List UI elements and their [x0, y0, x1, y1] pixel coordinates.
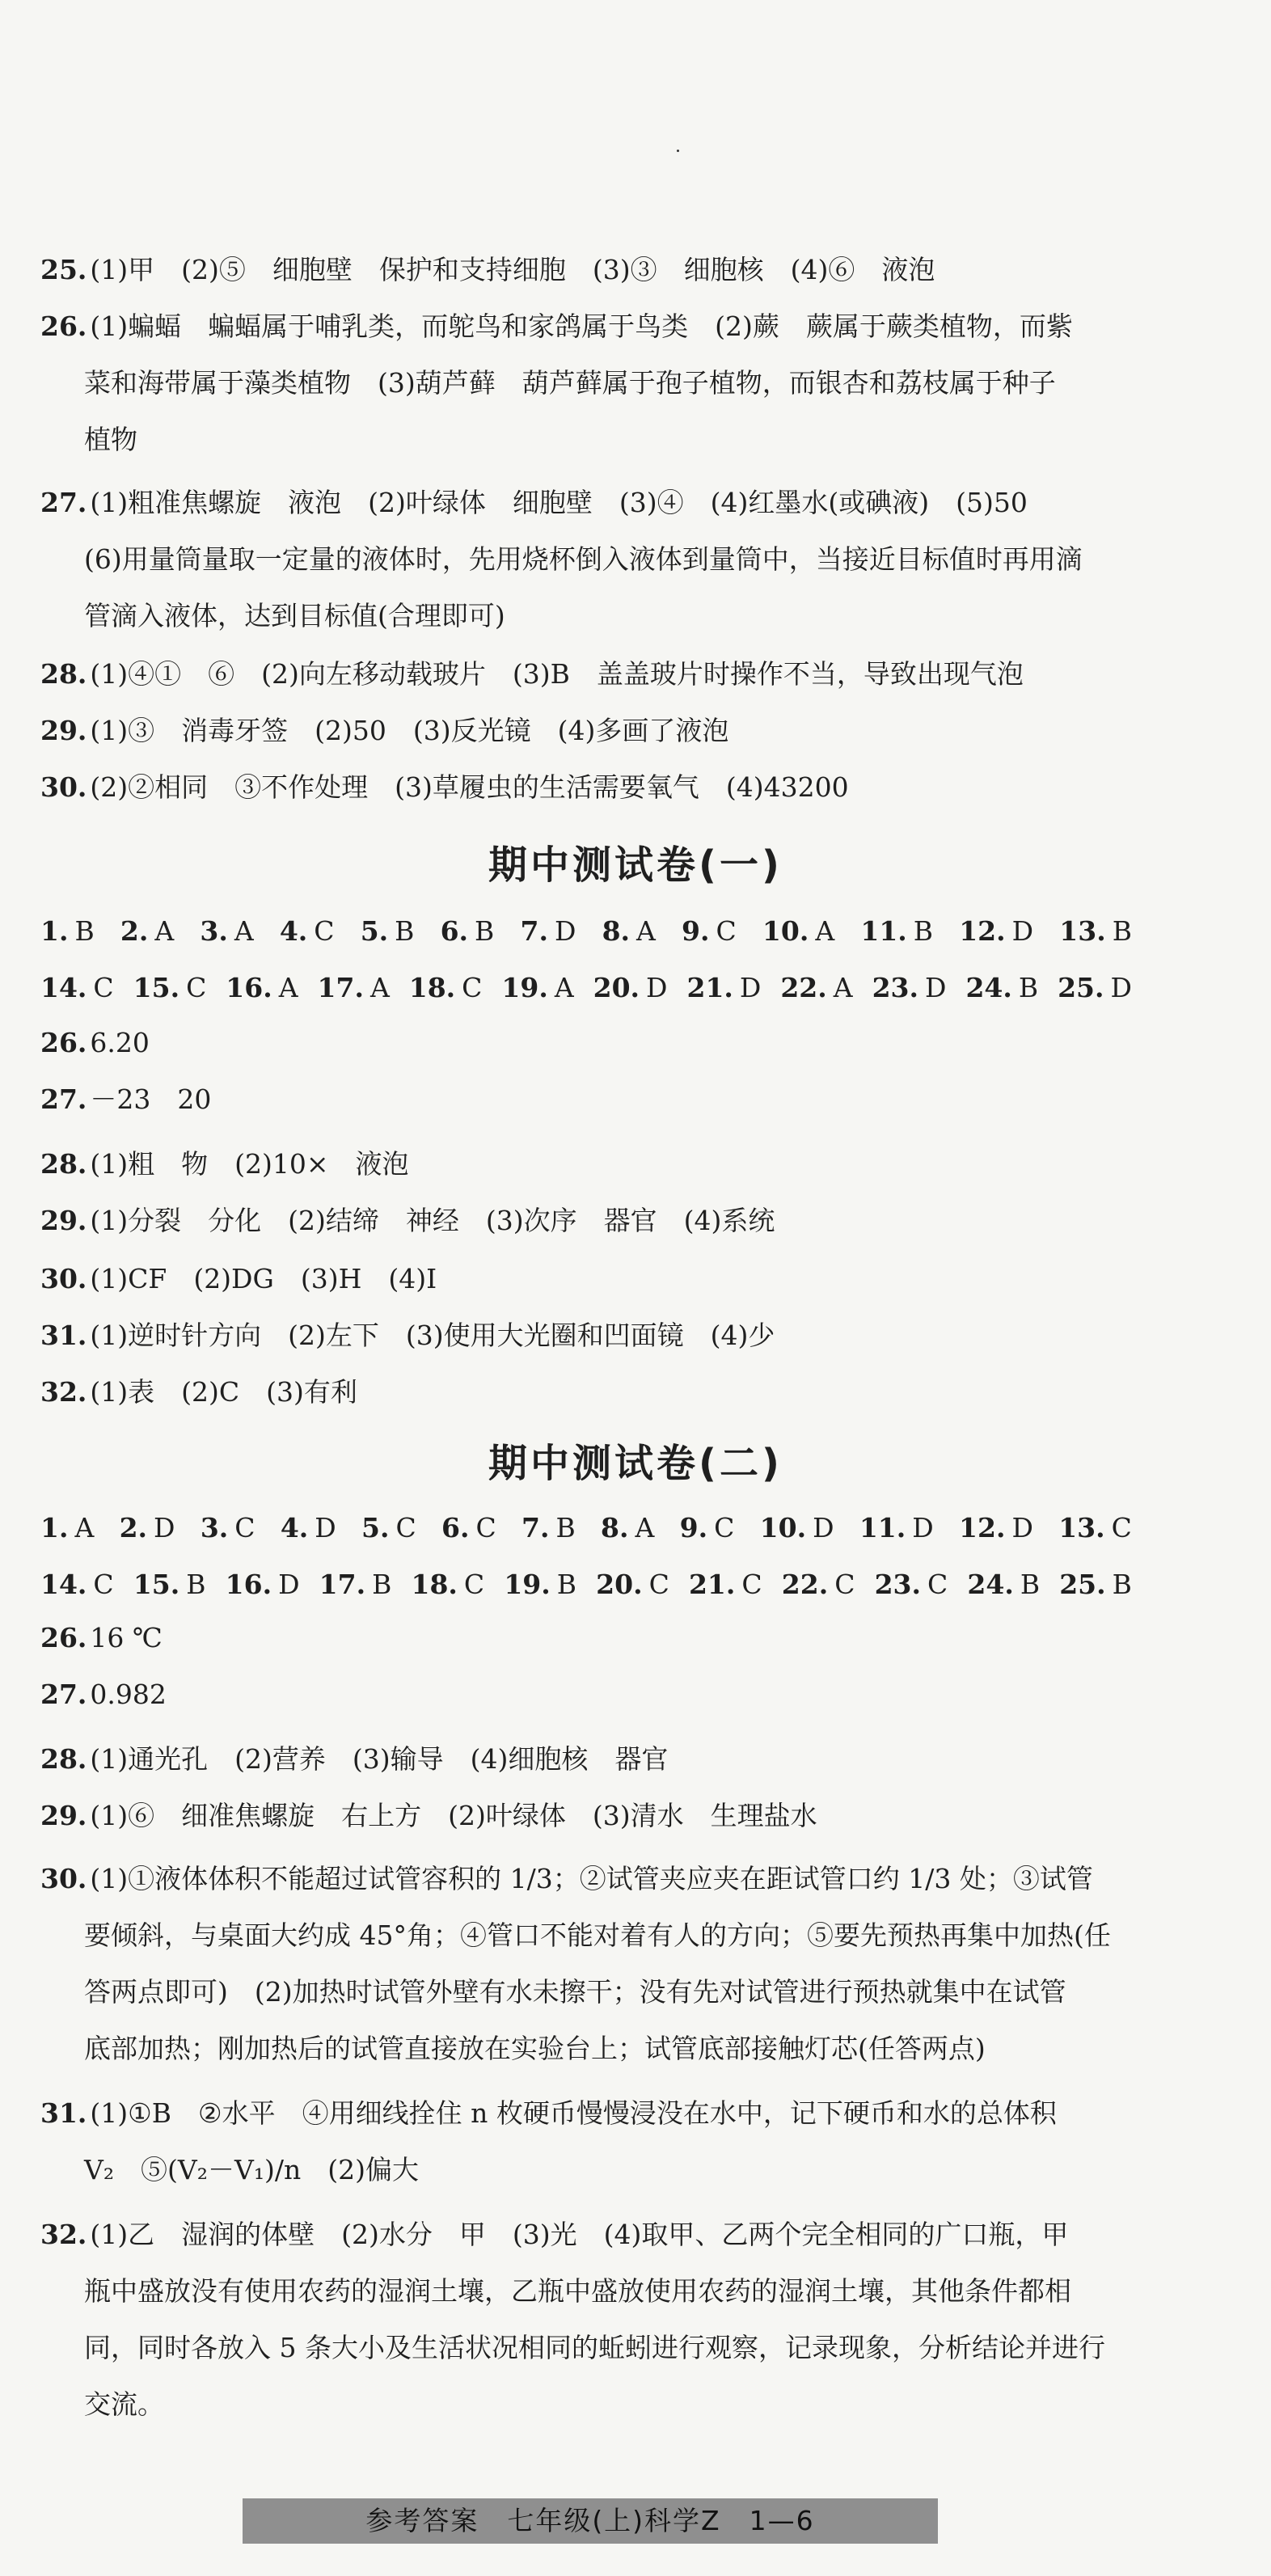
question-number: 27.	[40, 487, 87, 518]
mc-answer	[280, 914, 335, 949]
answer-text: (1)⑥ 细准焦螺旋 右上方 (2)叶绿体 (3)清水 生理盐水	[90, 1800, 817, 1831]
mc-answer	[281, 1510, 336, 1546]
question-number: 32.	[40, 1376, 87, 1408]
answer-letter: A	[833, 972, 853, 1003]
question-number: 30.	[40, 771, 87, 803]
answer-letter: C	[927, 1569, 948, 1600]
answer-letter: C	[234, 1512, 255, 1543]
answer-line-continuation	[84, 1974, 1066, 2010]
answer-letter: C	[1111, 1512, 1132, 1543]
mc-answer	[680, 1510, 735, 1546]
mc-answer	[875, 1567, 948, 1603]
question-number: 11.	[860, 915, 907, 947]
answer-letter: C	[93, 1569, 114, 1600]
answer-line-continuation	[84, 365, 1056, 401]
mc-answer	[601, 1510, 654, 1546]
answer-line-continuation	[84, 2274, 1071, 2309]
question-number: 2.	[119, 1512, 148, 1543]
answer-text: 要倾斜，与桌面大约成 45°角；④管口不能对着有人的方向；⑤要先预热再集中加热(任	[84, 1919, 1111, 1951]
answer-letter: A	[278, 972, 298, 1003]
mc-answer	[1059, 914, 1132, 949]
answer-text: (6)用量筒量取一定量的液体时，先用烧杯倒入液体到量筒中，当接近目标值时再用滴	[84, 543, 1083, 575]
question-number: 26.	[40, 1027, 87, 1058]
mc-answer	[120, 1510, 175, 1546]
mc-answer	[682, 914, 737, 949]
question-number: 17.	[317, 972, 364, 1003]
question-number: 18.	[411, 1569, 458, 1600]
answer-letter: B	[74, 915, 95, 947]
answer-letter: D	[278, 1569, 300, 1600]
answer-letter: A	[369, 972, 390, 1003]
mc-answer	[872, 970, 947, 1006]
question-number: 26.	[40, 1622, 87, 1653]
question-number: 8.	[602, 915, 631, 947]
exam-title-2: 期中测试卷(二)	[488, 1441, 783, 1486]
question-number: 26.	[40, 310, 87, 342]
question-number: 9.	[679, 1512, 708, 1543]
answer-letter: D	[813, 1512, 834, 1543]
mc-row	[40, 1567, 1132, 1603]
answer-letter: D	[925, 972, 947, 1003]
question-number: 25.	[40, 254, 87, 285]
question-number: 28.	[40, 658, 87, 690]
answer-text: (1)①液体体积不能超过试管容积的 1/3；②试管夹应夹在距试管口约 1/3 处；③试管	[90, 1863, 1093, 1894]
mc-answer	[762, 914, 834, 949]
answer-text: (1)通光孔 (2)营养 (3)输导 (4)细胞核 器官	[90, 1743, 669, 1775]
answer-line	[40, 1620, 163, 1656]
answer-letter: C	[716, 915, 737, 947]
answer-line	[40, 1261, 437, 1297]
answer-text: (1)①B ②水平 ④用细线拴住 n 枚硬币慢慢浸没在水中，记下硬币和水的总体积	[90, 2097, 1057, 2129]
answer-line	[40, 1203, 775, 1239]
mc-answer	[1059, 1567, 1132, 1603]
question-number: 28.	[40, 1148, 87, 1180]
answer-line	[40, 1375, 357, 1410]
answer-line-continuation	[84, 2387, 164, 2422]
question-number: 21.	[686, 972, 733, 1003]
answer-text: 瓶中盛放没有使用农药的湿润土壤，乙瓶中盛放使用农药的湿润土壤，其他条件都相	[84, 2275, 1071, 2307]
answer-letter: A	[554, 972, 574, 1003]
mc-answer	[361, 914, 415, 949]
question-number: 5.	[361, 1512, 390, 1543]
answer-text: 菜和海带属于藻类植物 (3)葫芦藓 葫芦藓属于孢子植物，而银杏和荔枝属于种子	[84, 367, 1056, 399]
answer-line	[40, 252, 935, 288]
question-number: 15.	[133, 972, 180, 1003]
answer-text: (1)粗 物 (2)10× 液泡	[90, 1148, 409, 1180]
question-number: 6.	[441, 1512, 470, 1543]
answer-text: (1)分裂 分化 (2)结缔 神经 (3)次序 器官 (4)系统	[90, 1205, 775, 1236]
exam-title-1: 期中测试卷(一)	[488, 842, 783, 888]
question-number: 3.	[200, 1512, 229, 1543]
mc-answer	[596, 1567, 669, 1603]
question-number: 6.	[440, 915, 469, 947]
mc-answer	[226, 970, 298, 1006]
answer-letter: C	[314, 915, 335, 947]
mc-answer	[361, 1510, 416, 1546]
answer-letter: A	[154, 915, 175, 947]
mc-answer	[201, 1510, 255, 1546]
answer-line-continuation	[84, 598, 505, 634]
question-number: 10.	[759, 1512, 807, 1543]
question-number: 31.	[40, 2097, 87, 2129]
answer-letter: B	[555, 1512, 576, 1543]
question-number: 15.	[133, 1569, 180, 1600]
question-number: 1.	[40, 915, 69, 947]
answer-letter: C	[475, 1512, 496, 1543]
answer-letter: B	[395, 915, 415, 947]
question-number: 29.	[40, 1205, 87, 1236]
answer-text: V₂ ⑤(V₂－V₁)/n (2)偏大	[84, 2154, 420, 2185]
question-number: 1.	[40, 1512, 69, 1543]
question-number: 24.	[967, 1569, 1014, 1600]
question-number: 30.	[40, 1263, 87, 1294]
question-number: 2.	[120, 915, 149, 947]
mc-answer	[689, 1567, 762, 1603]
answer-letter: B	[186, 1569, 206, 1600]
question-number: 14.	[40, 972, 87, 1003]
mc-answer	[686, 970, 761, 1006]
question-number: 12.	[959, 915, 1006, 947]
answer-line-continuation	[84, 1918, 1111, 1953]
answer-text: (1)蝙蝠 蝙蝠属于哺乳类，而鸵鸟和家鸽属于鸟类 (2)蕨 蕨属于蕨类植物，而紫	[90, 310, 1073, 342]
mc-answer	[441, 1510, 496, 1546]
answer-letter: D	[154, 1512, 175, 1543]
question-number: 29.	[40, 715, 87, 746]
answer-letter: B	[1020, 1569, 1041, 1600]
mc-row	[40, 914, 1132, 949]
question-number: 31.	[40, 1320, 87, 1351]
mc-answer	[959, 914, 1033, 949]
answer-letter: B	[475, 915, 495, 947]
question-number: 27.	[40, 1679, 87, 1710]
question-number: 4.	[280, 1512, 309, 1543]
mc-answer	[860, 914, 933, 949]
answer-text: 同，同时各放入 5 条大小及生活状况相同的蚯蚓进行观察，记录现象，分析结论并进行	[84, 2332, 1105, 2363]
mc-answer	[40, 1510, 94, 1546]
mc-answer	[959, 1510, 1033, 1546]
answer-text: －23 20	[90, 1083, 212, 1115]
mc-answer	[133, 1567, 206, 1603]
mc-answer	[200, 914, 253, 949]
mc-answer	[967, 1567, 1040, 1603]
answer-line	[40, 2217, 1068, 2253]
answer-line	[40, 485, 1028, 521]
mc-answer	[1058, 1510, 1132, 1546]
answer-text: 底部加热；刚加热后的试管直接放在实验台上；试管底部接触灯芯(任答两点)	[84, 2033, 986, 2064]
answer-line	[40, 1861, 1093, 1897]
answer-letter: D	[554, 915, 576, 947]
answer-line-continuation	[84, 2152, 419, 2188]
answer-letter: A	[636, 915, 656, 947]
answer-line	[40, 713, 728, 749]
answer-letter: D	[1110, 972, 1132, 1003]
question-number: 11.	[859, 1512, 906, 1543]
mc-answer	[40, 914, 95, 949]
answer-letter: B	[1112, 915, 1132, 947]
answer-letter: B	[556, 1569, 576, 1600]
question-number: 3.	[200, 915, 228, 947]
question-number: 23.	[872, 972, 918, 1003]
mc-answer	[859, 1510, 934, 1546]
mc-answer	[120, 914, 174, 949]
answer-line	[40, 770, 849, 805]
answer-line	[40, 1798, 817, 1834]
page-footer: 参考答案 七年级(上)科学Z 1—6	[243, 2498, 938, 2544]
question-number: 17.	[319, 1569, 366, 1600]
question-number: 13.	[1059, 915, 1106, 947]
answer-letter: C	[463, 1569, 485, 1600]
mc-answer	[965, 970, 1038, 1006]
mc-answer	[319, 1567, 392, 1603]
answer-letter: C	[834, 1569, 855, 1600]
answer-line	[40, 1318, 775, 1353]
question-number: 28.	[40, 1743, 87, 1775]
answer-text: (1)乙 湿润的体壁 (2)水分 甲 (3)光 (4)取甲、乙两个完全相同的广口瓶，甲	[90, 2219, 1069, 2250]
answer-letter: C	[648, 1569, 669, 1600]
question-number: 7.	[520, 915, 548, 947]
question-number: 14.	[40, 1569, 87, 1600]
scan-mark	[677, 150, 679, 152]
answer-letter: A	[635, 1512, 655, 1543]
answer-letter: C	[395, 1512, 416, 1543]
question-number: 19.	[501, 972, 548, 1003]
question-number: 29.	[40, 1800, 87, 1831]
question-number: 22.	[780, 972, 827, 1003]
question-number: 10.	[762, 915, 809, 947]
mc-answer	[520, 914, 576, 949]
question-number: 19.	[504, 1569, 551, 1600]
answer-text: 6.20	[90, 1027, 150, 1058]
answer-line	[40, 1677, 167, 1712]
question-number: 21.	[688, 1569, 736, 1600]
mc-answer	[593, 970, 668, 1006]
answer-line	[40, 1742, 668, 1777]
answer-text: 管滴入液体，达到目标值(合理即可)	[84, 600, 505, 631]
question-number: 20.	[593, 972, 640, 1003]
question-number: 20.	[596, 1569, 643, 1600]
question-number: 7.	[521, 1512, 550, 1543]
mc-answer	[521, 1510, 576, 1546]
answer-letter: B	[1112, 1569, 1132, 1600]
answer-letter: B	[372, 1569, 392, 1600]
mc-answer	[441, 914, 495, 949]
mc-answer	[602, 914, 656, 949]
answer-line-continuation	[84, 2330, 1105, 2366]
question-number: 4.	[279, 915, 308, 947]
answer-text: 0.982	[90, 1679, 167, 1710]
answer-line	[40, 309, 1073, 344]
answer-letter: C	[462, 972, 483, 1003]
question-number: 8.	[601, 1512, 629, 1543]
answer-line	[40, 2096, 1057, 2131]
answer-text: 植物	[84, 424, 137, 455]
mc-row	[40, 1510, 1132, 1546]
answer-text: 答两点即可) (2)加热时试管外壁有水未擦干；没有先对试管进行预热就集中在试管	[84, 1976, 1066, 2008]
question-number: 16.	[225, 1569, 272, 1600]
answer-line-continuation	[84, 2031, 986, 2067]
answer-line-continuation	[84, 542, 1083, 577]
question-number: 27.	[40, 1083, 87, 1115]
answer-letter: C	[93, 972, 114, 1003]
mc-answer	[501, 970, 573, 1006]
question-number: 25.	[1058, 972, 1104, 1003]
question-number: 16.	[226, 972, 272, 1003]
mc-answer	[412, 1567, 485, 1603]
answer-line	[40, 657, 1024, 692]
answer-text: (1)逆时针方向 (2)左下 (3)使用大光圈和凹面镜 (4)少	[90, 1320, 775, 1351]
question-number: 25.	[1059, 1569, 1106, 1600]
mc-answer	[504, 1567, 576, 1603]
mc-answer	[226, 1567, 300, 1603]
mc-answer	[782, 1567, 855, 1603]
answer-letter: D	[315, 1512, 336, 1543]
answer-text: (1)④① ⑥ (2)向左移动载玻片 (3)B 盖盖玻片时操作不当，导致出现气泡	[90, 658, 1024, 690]
question-number: 5.	[360, 915, 389, 947]
answer-letter: B	[913, 915, 934, 947]
answer-text: (2)②相同 ③不作处理 (3)草履虫的生活需要氧气 (4)43200	[90, 771, 849, 803]
answer-letter: C	[714, 1512, 735, 1543]
answer-letter: C	[741, 1569, 762, 1600]
answer-line	[40, 1025, 150, 1061]
answer-letter: D	[912, 1512, 934, 1543]
mc-answer	[40, 970, 114, 1006]
mc-answer	[1058, 970, 1132, 1006]
answer-text: (1)③ 消毒牙签 (2)50 (3)反光镜 (4)多画了液泡	[90, 715, 729, 746]
answer-letter: D	[1011, 1512, 1033, 1543]
answer-text: (1)CF (2)DG (3)H (4)I	[90, 1263, 437, 1294]
answer-text: (1)表 (2)C (3)有利	[90, 1376, 357, 1408]
answer-line	[40, 1147, 409, 1182]
answer-letter: D	[646, 972, 668, 1003]
mc-answer	[409, 970, 483, 1006]
answer-text: (1)甲 (2)⑤ 细胞壁 保护和支持细胞 (3)③ 细胞核 (4)⑥ 液泡	[90, 254, 935, 285]
answer-text: 交流。	[84, 2388, 164, 2420]
mc-answer	[40, 1567, 114, 1603]
answer-line	[40, 1082, 211, 1117]
question-number: 32.	[40, 2219, 87, 2250]
question-number: 22.	[781, 1569, 829, 1600]
answer-letter: A	[234, 915, 254, 947]
question-number: 23.	[874, 1569, 921, 1600]
answer-letter: D	[1011, 915, 1034, 947]
mc-answer	[780, 970, 852, 1006]
answer-letter: A	[74, 1512, 95, 1543]
answer-text: (1)粗准焦螺旋 液泡 (2)叶绿体 细胞壁 (3)④ (4)红墨水(或碘液) (5)50	[90, 487, 1028, 518]
question-number: 30.	[40, 1863, 87, 1894]
mc-row	[40, 970, 1132, 1006]
question-number: 13.	[1058, 1512, 1105, 1543]
mc-answer	[760, 1510, 834, 1546]
question-number: 9.	[682, 915, 710, 947]
answer-line-continuation	[84, 422, 137, 458]
mc-answer	[133, 970, 207, 1006]
question-number: 24.	[965, 972, 1012, 1003]
answer-letter: C	[186, 972, 207, 1003]
question-number: 18.	[408, 972, 456, 1003]
answer-letter: B	[1018, 972, 1039, 1003]
answer-text: 16 ℃	[90, 1622, 163, 1653]
answer-letter: A	[815, 915, 835, 947]
question-number: 12.	[959, 1512, 1006, 1543]
mc-answer	[318, 970, 390, 1006]
answer-letter: D	[739, 972, 762, 1003]
